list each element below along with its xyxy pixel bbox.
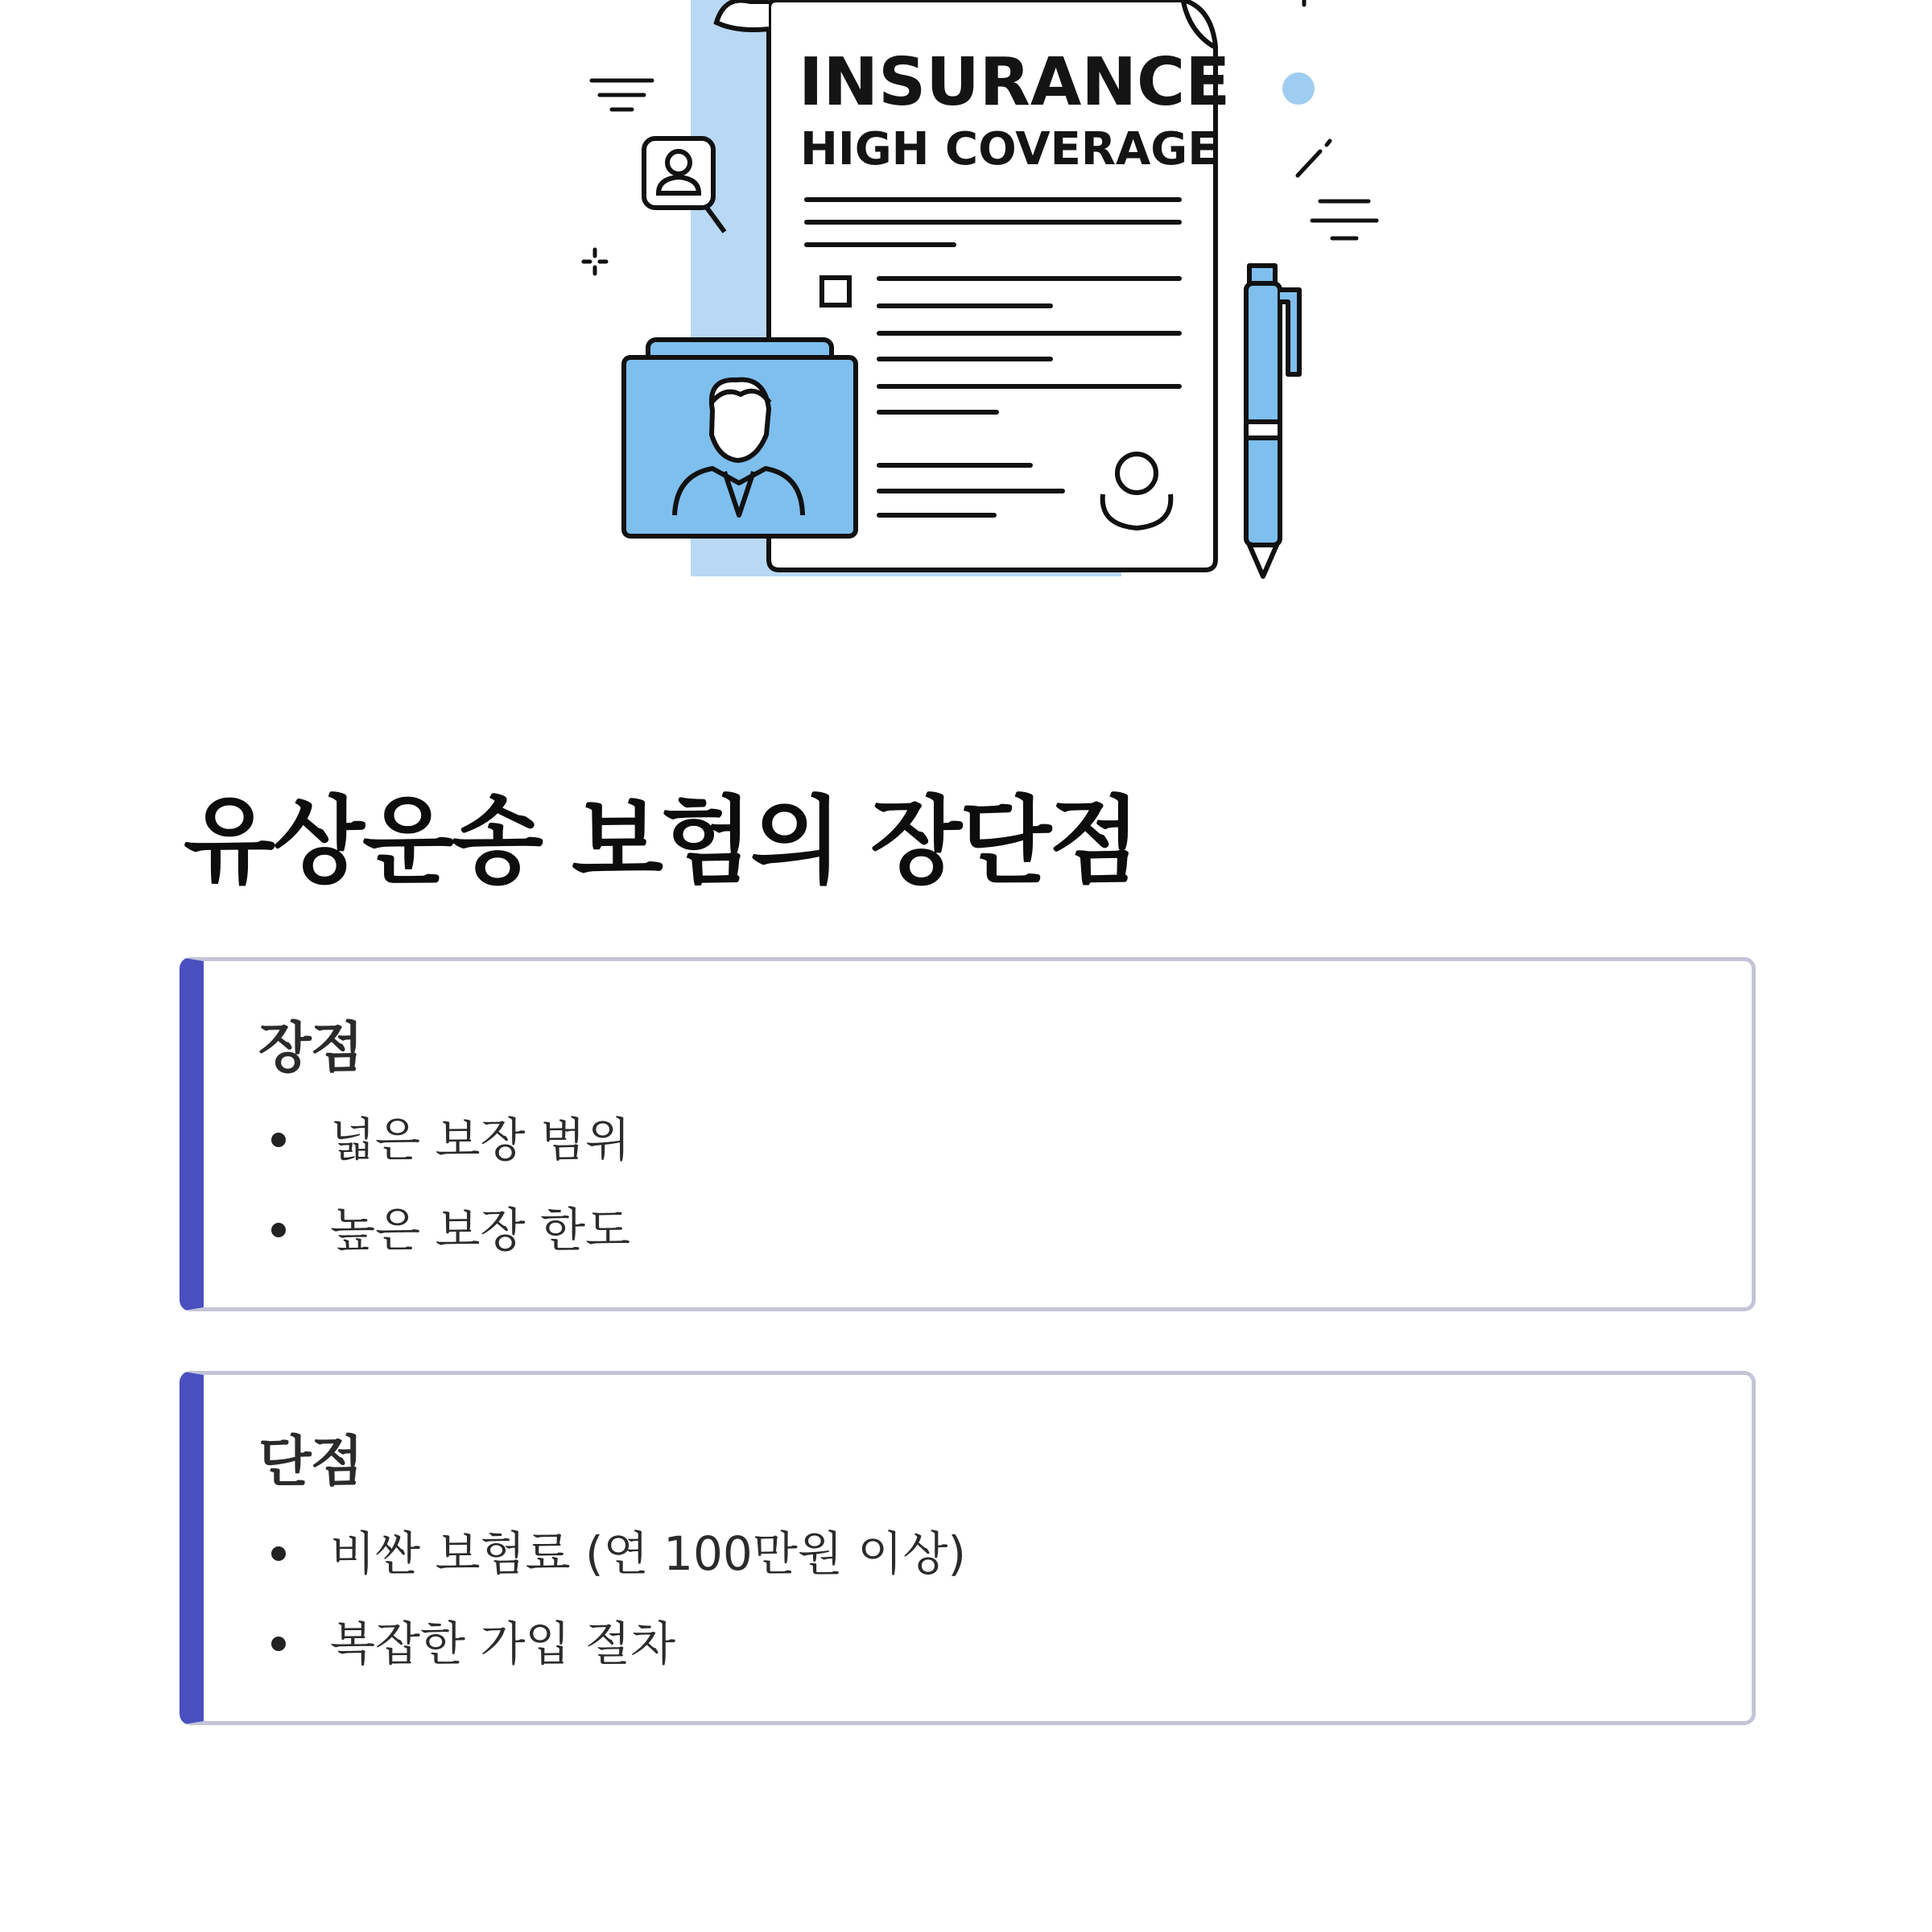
cons-list (258, 1512, 966, 1692)
list-item-text: 높은 보장 한도 (330, 1203, 631, 1257)
page-title: 유상운송 보험의 장단점 (184, 786, 1139, 897)
bullet-icon (271, 1223, 286, 1237)
list-item-text: 넓은 보장 범위 (330, 1113, 631, 1167)
search-user-icon (644, 138, 724, 232)
pros-list (258, 1098, 630, 1278)
document-title: INSURANCE (799, 44, 1231, 121)
bullet-icon (271, 1637, 286, 1651)
list-item (258, 1188, 630, 1278)
decor-dot (1282, 72, 1315, 105)
cons-title: 단점 (258, 1430, 363, 1494)
bullet-icon (271, 1133, 286, 1147)
list-item-text: 비싼 보험료 (연 100만원 이상) (330, 1526, 966, 1581)
list-item (258, 1602, 966, 1692)
pros-title: 장점 (258, 1017, 363, 1080)
insurance-illustration-svg (0, 0, 1932, 580)
cons-card (180, 1371, 1756, 1725)
id-card-icon (624, 340, 856, 536)
pen-icon (1246, 266, 1299, 576)
list-item (258, 1098, 630, 1188)
pros-card (180, 957, 1756, 1311)
document-subtitle: HIGH COVERAGE (800, 123, 1219, 175)
list-item (258, 1512, 966, 1602)
list-item-text: 복잡한 가입 절차 (330, 1616, 676, 1671)
bullet-icon (271, 1546, 286, 1561)
insurance-illustration (0, 0, 1932, 580)
